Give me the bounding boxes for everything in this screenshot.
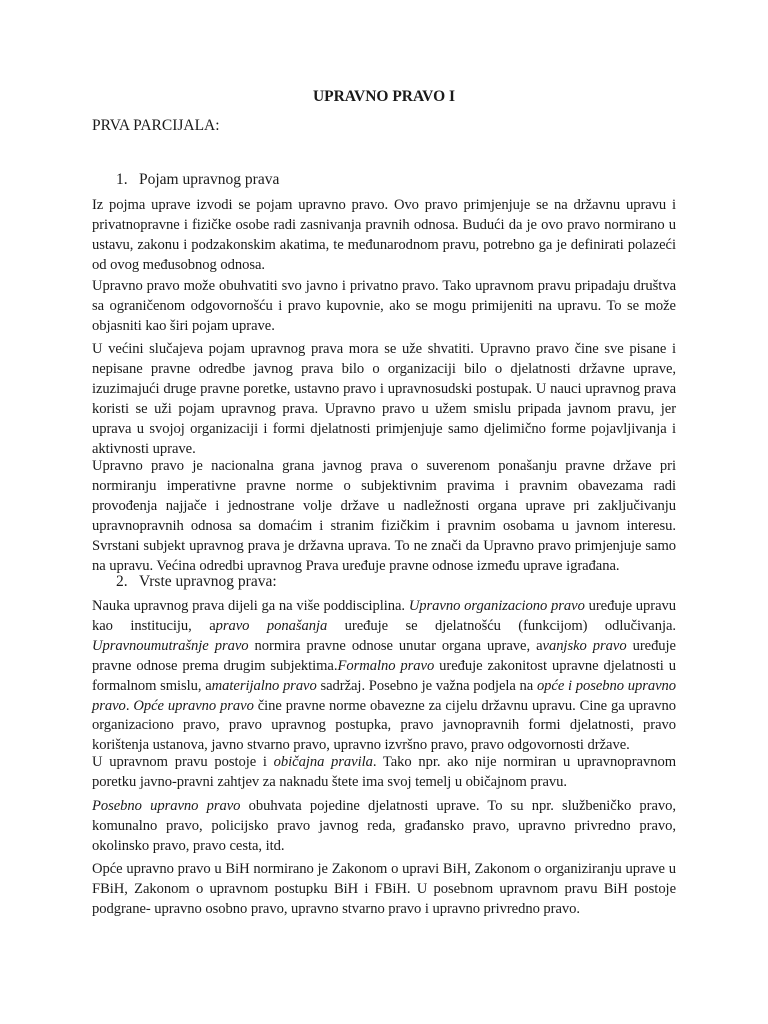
italic-term: vanjsko pravo	[542, 637, 627, 654]
paragraph-3: U većini slučajeva pojam upravnog prava mora se uže shvatiti. Upravno pravo čine sve pisane i nepisane pravne odredbe javnog prava bilo o organizaciji bilo o djelatnosti državne uprave, izuzimajući druge pravne poretke, ustavno pravo i upravnosudski postupak. U nauci upravnog prava koristi se uži pojam upravnog prava. Upravno pravo u užem smislu pripada javnom pravu, jer uprava u svojoj organizaciji i formi djelatnosti primjenjuje samo djelimično forme pojavljivanja i aktivnosti uprave.	[92, 341, 676, 457]
paragraph-1: Iz pojma uprave izvodi se pojam upravno pravo. Ovo pravo primjenjuje se na državnu upravu i privatnopravne i fizičke osobe radi zasnivanja pravnih odnosa. Budući da je ovo pravo normirano u ustavu, zakonu i podzakonskim akatima, te međunarodnom pravu, potrebno ga je definirati polazeći od ovog međusobnog odnosa.	[92, 197, 676, 273]
italic-term: običajna pravila	[273, 754, 373, 770]
section-title: Vrste upravnog prava:	[139, 573, 277, 590]
document-subtitle: PRVA PARCIJALA:	[92, 117, 220, 134]
text-run: uređuje se djelatnošću (funkcijom) odlučivanja.	[327, 617, 676, 634]
paragraph-6	[92, 753, 676, 793]
text-run: uređuje zakonitost upravne djelatnosti u formalnom smislu, a	[92, 657, 676, 694]
italic-term: Formalno pravo	[337, 657, 435, 674]
italic-term: Upravno organizaciono pravo	[408, 598, 585, 614]
text-run: čine pravne norme obavezne za cijelu državnu upravu. Cine ga upravno organizaciono pravo, pravo upravnog postupka, pravo javnopravnih formi djelatnosti, pravo korištenja ustanova, javno stvarno pravo, upravno izvršno pravo, pravo odgovornosti države.	[92, 697, 676, 754]
paragraph-8: Opće upravno pravo u BiH normirano je Zakonom o upravi BiH, Zakonom o organiziranju uprave u FBiH, Zakonom o upravnom postupku BiH i FBiH. U posebnom upravnom pravu BiH postoje podgrane- upravno osobno pravo, upravno stvarno pravo i upravno privredno pravo.	[92, 861, 676, 917]
italic-term: opće i posebno upravno pravo	[92, 677, 677, 714]
paragraph-5	[92, 597, 676, 756]
paragraph-4: Upravno pravo je nacionalna grana javnog prava o suverenom ponašanju pravne države pri normiranju imperativne pravne norme o subjektivnim pravima i pravnim obavezama radi provođenja najjače i jednostrane volje države u nadležnosti organa uprave pri zaključivanju upravnopravnih odnosa sa domaćim i stranim fizičkim i pravnim osobama u javnom interesu. Svrstani subjekt upravnog prava je državna uprava. To ne znači da Upravno pravo primjenjuje samo na upravu. Većina odredbi upravnog Prava uređuje pravne odnose između uprave igrađana.	[92, 458, 676, 574]
text-run: normira pravne odnose unutar organa uprave, a	[248, 637, 543, 654]
text-run: obuhvata pojedine djelatnosti uprave. To su npr. službeničko pravo, komunalno pravo, policijsko pravo javnog reda, građansko pravo, upravno privredno pravo, okolinsko pravo, pravo cesta, itd.	[92, 798, 676, 854]
paragraph-2: Upravno pravo može obuhvatiti svo javno i privatno pravo. Tako upravnom pravu pripadaju društva sa ograničenom odgovornošću i pravo kupovnie, ako se mogu primijeniti na upravu. To se može objasniti kao širi pojam uprave.	[92, 278, 676, 334]
section-number: 2.	[116, 573, 128, 590]
document-title: UPRAVNO PRAVO I	[312, 88, 456, 105]
text-run: U upravnom pravu postoje i	[92, 754, 274, 770]
section-number: 1.	[116, 171, 128, 188]
italic-term: Opće upravno pravo	[133, 697, 254, 714]
italic-term: Posebno upravno pravo	[92, 798, 241, 814]
paragraph-7	[92, 797, 676, 857]
italic-term: pravo ponašanja	[215, 617, 328, 634]
italic-term: Upravnoumutrašnje pravo	[92, 637, 249, 654]
italic-term: materijalno pravo	[211, 677, 317, 694]
text-run: sadržaj. Posebno je važna podjela na	[316, 677, 537, 694]
text-run: uređuje pravne odnose prema drugim subjektima.	[92, 637, 676, 674]
text-run: .	[125, 697, 134, 714]
text-run: uređuje upravu kao instituciju, a	[92, 598, 676, 634]
text-run: . Tako npr. ako nije normiran u upravnopravnom poretku javno-pravni zahtjev za naknadu štete ima svoj temelj u običajnom pravu.	[92, 754, 676, 790]
section-title: Pojam upravnog prava	[139, 171, 280, 188]
text-run: Nauka upravnog prava dijeli ga na više poddisciplina.	[92, 598, 409, 614]
